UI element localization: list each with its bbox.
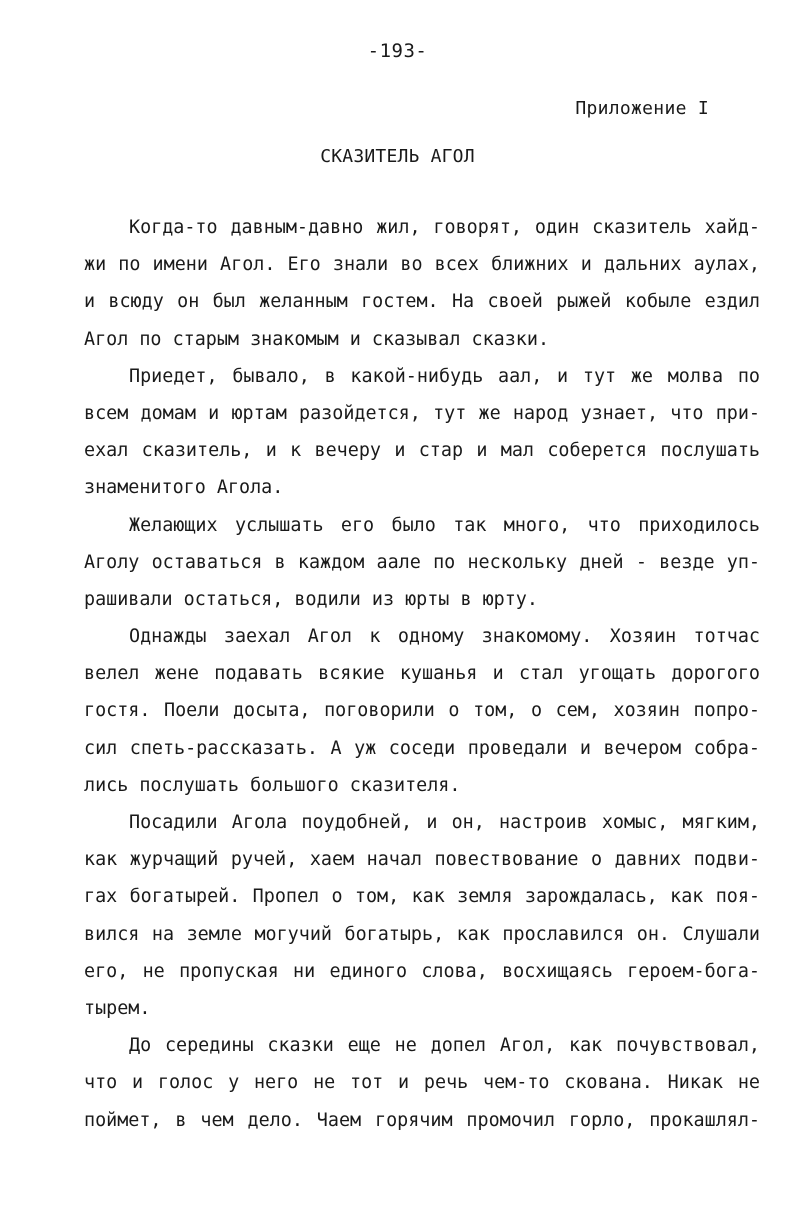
- text-line: лись послушать большого сказителя.: [84, 774, 461, 796]
- text-line: его, не пропуская ни единого слова, восхищаясь героем-бога-: [84, 960, 760, 982]
- text-line: Приедет, бывало, в какой-нибудь аал, и тут же молва по: [129, 365, 760, 387]
- text-line: гостя. Поели досыта, поговорили о том, о сем, хозяин попро-: [84, 700, 760, 722]
- appendix-label: Приложение I: [575, 98, 709, 119]
- text-line: Желающих услышать его было так много, что приходилось: [129, 514, 760, 536]
- text-line: сил спеть-рассказать. А уж соседи проведали и вечером собра-: [84, 737, 760, 759]
- text-line: поймет, в чем дело. Чаем горячим промочил горло, прокашлял-: [84, 1109, 760, 1131]
- text-line: гах богатырей. Пропел о том, как земля зарождалась, как поя-: [84, 886, 760, 908]
- text-line: рашивали остаться, водили из юрты в юрту.: [84, 588, 538, 610]
- text-line: как журчащий ручей, хаем начал повествование о давних подви-: [84, 849, 760, 871]
- text-line: Агол по старым знакомым и сказывал сказки.: [84, 328, 550, 350]
- text-line: ехал сказитель, и к вечеру и стар и мал соберется послушать: [84, 440, 760, 462]
- text-line: Однажды заехал Агол к одному знакомому. Хозяин тотчас: [129, 626, 760, 648]
- text-line: и всюду он был желанным гостем. На своей рыжей кобыле ездил: [84, 291, 760, 313]
- text-line: Аголу оставаться в каждом аале по нескольку дней - везде уп-: [84, 551, 760, 573]
- text-line: знаменитого Агола.: [84, 477, 284, 499]
- text-line: вился на земле могучий богатырь, как прославился он. Слушали: [84, 923, 760, 945]
- text-line: велел жене подавать всякие кушанья и стал угощать дорогого: [84, 663, 760, 685]
- text-line: тырем.: [84, 997, 151, 1019]
- text-line: жи по имени Агол. Его знали во всех ближних и дальних аулах,: [84, 254, 760, 276]
- text-line: что и голос у него не тот и речь чем-то скована. Никак не: [84, 1072, 760, 1094]
- story-title: СКАЗИТЕЛЬ АГОЛ: [320, 146, 475, 167]
- text-line: Посадили Агола поудобней, и он, настроив хомыс, мягким,: [129, 812, 760, 833]
- page-number: -193-: [367, 40, 428, 62]
- text-line: До середины сказки еще не допел Агол, как почувствовал,: [129, 1035, 760, 1057]
- text-line: Когда-то давным-давно жил, говорят, один сказитель хайд-: [129, 217, 760, 238]
- body-text: [84, 209, 760, 1139]
- text-line: всем домам и юртам разойдется, тут же народ узнает, что при-: [84, 402, 760, 424]
